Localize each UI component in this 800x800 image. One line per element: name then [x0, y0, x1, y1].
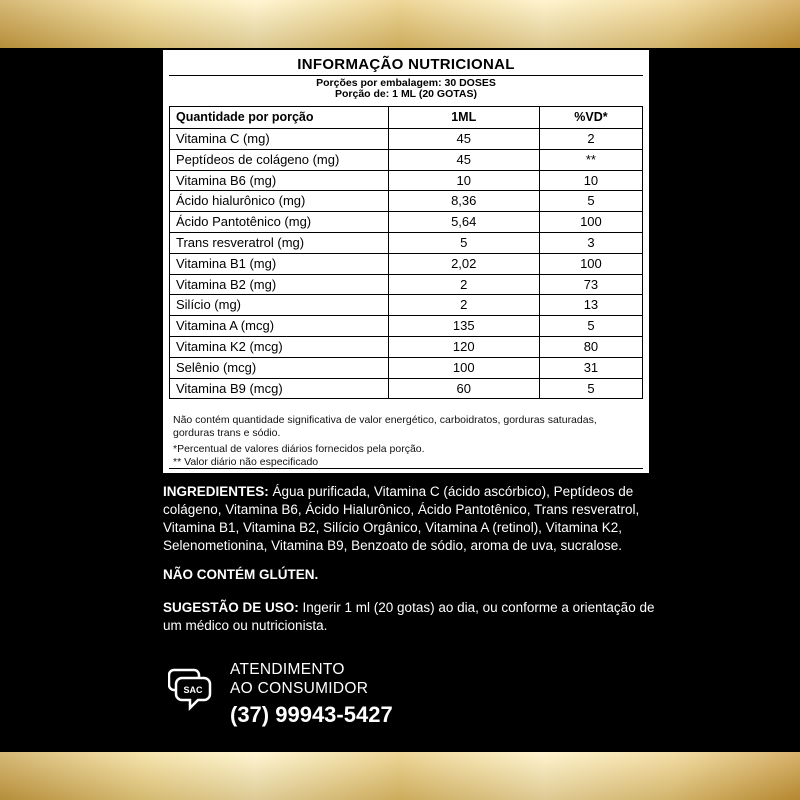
nutrient-amount: 2,02 — [388, 253, 539, 274]
nutrient-amount: 2 — [388, 295, 539, 316]
nutrient-amount: 5 — [388, 232, 539, 253]
table-row — [170, 191, 643, 212]
sac-icon-label: SAC — [183, 685, 203, 695]
gluten-notice: NÃO CONTÉM GLÚTEN. — [163, 567, 319, 582]
sac-phone: (37) 99943-5427 — [230, 702, 393, 727]
nutrient-amount: 100 — [388, 357, 539, 378]
table-notes — [173, 414, 639, 468]
sac-title — [230, 660, 368, 698]
table-row — [170, 316, 643, 337]
table-header-row — [170, 107, 643, 129]
nutrient-dv: ** — [539, 149, 642, 170]
nutrient-name: Ácido Pantotênico (mg) — [170, 212, 389, 233]
table-row — [170, 295, 643, 316]
nutrient-name: Trans resveratrol (mg) — [170, 232, 389, 253]
nutrient-amount: 60 — [388, 378, 539, 399]
table-row — [170, 378, 643, 399]
ingredients-text: Água purificada, Vitamina C (ácido ascórbico), Peptídeos de colágeno, Vitamina B6, Ácido Hialurônico, Ácido Pantotênico, Trans resveratrol, Vitamina B1, Vitamina B2, Silício Orgânico, Vitamina A (retinol), Vitamina K2, Selenometionina, Vitamina B9, Benzoato de sódio, aroma de uva, sucralose. — [163, 484, 640, 553]
nutrient-amount: 135 — [388, 316, 539, 337]
table-row — [170, 253, 643, 274]
nutrient-name: Vitamina B6 (mg) — [170, 170, 389, 191]
nutrient-name: Silício (mg) — [170, 295, 389, 316]
header-dv: %VD* — [539, 107, 642, 129]
nutrient-amount: 45 — [388, 149, 539, 170]
header-amount: 1ML — [388, 107, 539, 129]
nutrient-name: Vitamina B1 (mg) — [170, 253, 389, 274]
nutrient-name: Vitamina B2 (mg) — [170, 274, 389, 295]
gold-band-top — [0, 0, 800, 48]
customer-service — [168, 660, 428, 740]
nutrition-title: INFORMAÇÃO NUTRICIONAL — [297, 56, 515, 73]
table-row — [170, 232, 643, 253]
gold-band-bottom — [0, 752, 800, 800]
nutrient-dv: 31 — [539, 357, 642, 378]
title-divider — [169, 75, 643, 76]
serving-info — [163, 78, 649, 100]
nutrient-name: Vitamina B9 (mcg) — [170, 378, 389, 399]
sac-line-1: ATENDIMENTO — [230, 661, 345, 678]
nutrient-name: Selênio (mcg) — [170, 357, 389, 378]
nutrient-amount: 10 — [388, 170, 539, 191]
usage-text: Ingerir 1 ml (20 gotas) ao dia, ou conforme a orientação de um médico ou nutricionista. — [163, 600, 655, 633]
nutrient-dv: 10 — [539, 170, 642, 191]
nutrient-amount: 8,36 — [388, 191, 539, 212]
table-row — [170, 212, 643, 233]
table-row — [170, 129, 643, 150]
sac-line-2: AO CONSUMIDOR — [230, 680, 369, 697]
nutrient-dv: 5 — [539, 316, 642, 337]
serving-size: Porção de: 1 ML (20 GOTAS) — [335, 88, 477, 100]
nutrient-amount: 5,64 — [388, 212, 539, 233]
nutrient-dv: 80 — [539, 336, 642, 357]
nutrient-dv: 3 — [539, 232, 642, 253]
nutrient-name: Vitamina K2 (mcg) — [170, 336, 389, 357]
nutrient-dv: 5 — [539, 378, 642, 399]
nutrient-name: Ácido hialurônico (mg) — [170, 191, 389, 212]
table-row — [170, 274, 643, 295]
usage-paragraph — [163, 599, 663, 635]
ingredients-paragraph — [163, 483, 663, 555]
nutrient-amount: 120 — [388, 336, 539, 357]
nutrient-name: Vitamina C (mg) — [170, 129, 389, 150]
nutrient-dv: 73 — [539, 274, 642, 295]
header-nutrient: Quantidade por porção — [170, 107, 389, 129]
table-bottom-divider — [169, 468, 643, 469]
nutrient-dv: 100 — [539, 212, 642, 233]
nutrient-name: Vitamina A (mcg) — [170, 316, 389, 337]
table-row — [170, 149, 643, 170]
nutrition-table — [169, 106, 643, 399]
chat-bubbles-icon — [168, 668, 216, 712]
ingredients-label: INGREDIENTES: — [163, 484, 269, 499]
table-row — [170, 170, 643, 191]
nutrient-name: Peptídeos de colágeno (mg) — [170, 149, 389, 170]
nutrient-amount: 2 — [388, 274, 539, 295]
nutrient-dv: 2 — [539, 129, 642, 150]
usage-label: SUGESTÃO DE USO: — [163, 600, 299, 615]
note-dv-unspecified: ** Valor diário não especificado — [173, 455, 319, 468]
nutrient-dv: 5 — [539, 191, 642, 212]
table-row — [170, 336, 643, 357]
nutrition-panel — [163, 50, 649, 473]
nutrient-dv: 100 — [539, 253, 642, 274]
table-row — [170, 357, 643, 378]
servings-per-package: Porções por embalagem: 30 DOSES — [316, 77, 496, 89]
nutrient-dv: 13 — [539, 295, 642, 316]
note-not-significant: Não contém quantidade significativa de valor energético, carboidratos, gorduras saturadas, gorduras trans e sódio. — [173, 414, 597, 439]
nutrient-amount: 45 — [388, 129, 539, 150]
note-percent-dv: *Percentual de valores diários fornecidos pela porção. — [173, 443, 425, 455]
